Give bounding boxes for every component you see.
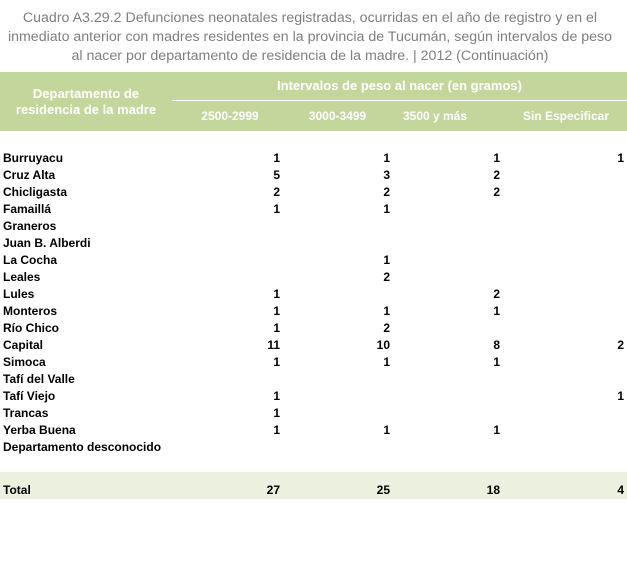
count-cell	[530, 439, 624, 456]
table-row	[0, 235, 627, 252]
count-cell	[530, 167, 624, 184]
count-cell: 1	[383, 151, 390, 165]
count-cell	[410, 320, 500, 337]
department-name: Leales	[3, 270, 41, 284]
count-cell	[530, 422, 624, 439]
column-header-3000-3499: 3000-3499	[308, 109, 367, 123]
count-cell	[530, 218, 624, 235]
table-row	[0, 286, 627, 303]
count-cell: 1	[383, 202, 390, 216]
count-cell: 1	[273, 287, 280, 301]
count-cell	[300, 371, 390, 388]
count-cell: 11	[267, 338, 280, 352]
department-name: Monteros	[3, 304, 57, 318]
count-cell: 10	[376, 338, 390, 352]
count-cell: 2	[493, 185, 500, 199]
row-label-header: Departamento de residencia de la madre	[15, 86, 157, 117]
count-cell	[200, 269, 280, 286]
department-name: Trancas	[3, 406, 49, 420]
count-cell: 1	[493, 355, 500, 369]
count-cell: 1	[273, 389, 280, 403]
department-name: Graneros	[3, 219, 57, 233]
count-cell	[200, 235, 280, 252]
total-label: Total	[3, 483, 31, 497]
total-value: 25	[376, 483, 390, 497]
count-cell: 5	[273, 168, 280, 182]
count-cell	[530, 235, 624, 252]
count-cell: 2	[493, 168, 500, 182]
table-row	[0, 150, 627, 167]
table-row	[0, 303, 627, 320]
count-cell: 1	[493, 151, 500, 165]
header-divider	[172, 100, 627, 101]
count-cell: 1	[493, 304, 500, 318]
department-name: Lules	[3, 287, 35, 301]
count-cell	[200, 371, 280, 388]
department-name: Simoca	[3, 355, 46, 369]
count-cell	[410, 218, 500, 235]
count-cell	[300, 218, 390, 235]
table-row	[0, 269, 627, 286]
count-cell	[530, 184, 624, 201]
total-value: 18	[486, 483, 500, 497]
department-name: Departamento desconocido	[3, 440, 162, 454]
count-cell	[530, 303, 624, 320]
count-cell: 1	[273, 423, 280, 437]
count-cell	[300, 388, 390, 405]
count-cell: 1	[273, 321, 280, 335]
count-cell: 1	[383, 355, 390, 369]
count-cell	[530, 405, 624, 422]
count-cell	[530, 269, 624, 286]
count-cell	[200, 439, 280, 456]
count-cell	[530, 286, 624, 303]
count-cell: 1	[273, 202, 280, 216]
count-cell: 2	[383, 321, 390, 335]
count-cell	[300, 439, 390, 456]
count-cell	[410, 388, 500, 405]
table-row	[0, 422, 627, 439]
table-title: Cuadro A3.29.2 Defunciones neonatales registradas, ocurridas en el año de registro y en el inmediato anterior con madres residentes en la provincia de Tucumán, según intervalos de peso al nacer por departamento de residencia de la madre. | 2012 (Continuación)	[7, 10, 613, 64]
count-cell	[530, 371, 624, 388]
column-header-2500-2999: 2500-2999	[201, 109, 259, 123]
count-cell	[410, 269, 500, 286]
table-row	[0, 439, 627, 456]
table-row	[0, 388, 627, 405]
count-cell: 1	[617, 389, 624, 403]
count-cell	[410, 405, 500, 422]
count-cell	[530, 320, 624, 337]
count-cell	[410, 439, 500, 456]
count-cell	[410, 201, 500, 218]
count-cell: 2	[383, 185, 390, 199]
table-row	[0, 184, 627, 201]
department-name: Burruyacu	[3, 151, 64, 165]
count-cell: 1	[273, 304, 280, 318]
table-row	[0, 371, 627, 388]
count-cell	[300, 286, 390, 303]
count-cell	[200, 218, 280, 235]
total-row	[0, 472, 627, 499]
department-name: Tafí Viejo	[3, 389, 56, 403]
count-cell: 1	[383, 253, 390, 267]
count-cell	[300, 235, 390, 252]
department-name: Capital	[3, 338, 44, 352]
table-row	[0, 201, 627, 218]
count-cell: 1	[273, 151, 280, 165]
count-cell	[530, 201, 624, 218]
count-cell	[410, 371, 500, 388]
department-name: Chicligasta	[3, 185, 68, 199]
table-row	[0, 252, 627, 269]
count-cell	[300, 405, 390, 422]
department-name: Famaillá	[3, 202, 52, 216]
count-cell: 2	[493, 287, 500, 301]
count-cell: 2	[617, 338, 624, 352]
count-cell: 8	[493, 338, 500, 352]
count-cell: 1	[383, 304, 390, 318]
column-header-3500-plus: 3500 y más	[402, 109, 468, 123]
department-name: Cruz Alta	[3, 168, 56, 182]
count-cell: 1	[273, 355, 280, 369]
department-name: Yerba Buena	[3, 423, 76, 437]
count-cell	[530, 252, 624, 269]
total-value: 27	[266, 483, 280, 497]
table-row	[0, 167, 627, 184]
count-cell	[530, 354, 624, 371]
count-cell: 2	[273, 185, 280, 199]
table-row	[0, 405, 627, 422]
count-cell: 3	[383, 168, 390, 182]
count-cell: 1	[493, 423, 500, 437]
department-name: Tafí del Valle	[3, 372, 75, 386]
count-cell: 1	[273, 406, 280, 420]
count-cell: 1	[383, 423, 390, 437]
count-cell: 2	[383, 270, 390, 284]
table-row	[0, 320, 627, 337]
count-cell	[410, 235, 500, 252]
table-row	[0, 218, 627, 235]
table-row	[0, 337, 627, 354]
department-name: Río Chico	[3, 321, 59, 335]
department-name: La Cocha	[3, 253, 58, 267]
count-cell	[200, 252, 280, 269]
weight-interval-group-header: Intervalos de peso al nacer (en gramos)	[277, 78, 522, 93]
department-name: Juan B. Alberdi	[3, 236, 91, 250]
total-value: 4	[617, 483, 624, 497]
table-row	[0, 354, 627, 371]
count-cell: 1	[617, 151, 624, 165]
column-header-unspecified: Sin Especificar	[522, 109, 610, 123]
count-cell	[410, 252, 500, 269]
